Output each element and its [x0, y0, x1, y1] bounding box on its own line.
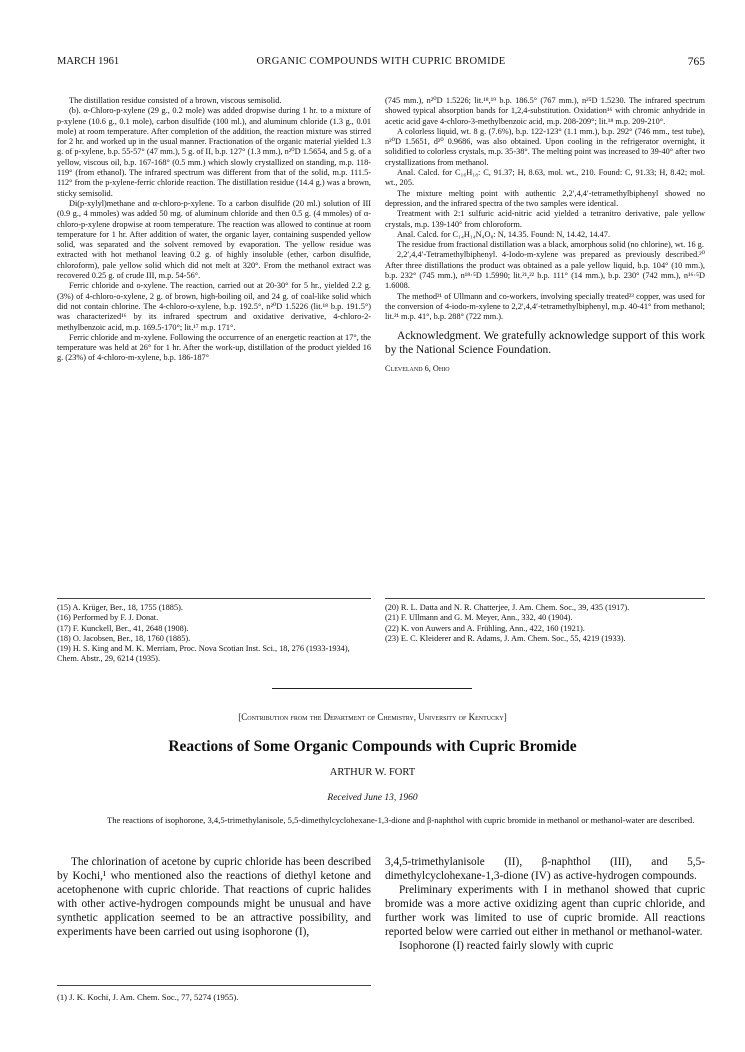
header-date: MARCH 1961 [57, 56, 120, 67]
paragraph: A colorless liquid, wt. 8 g. (7.6%), b.p. 122-123° (1.1 mm.), b.p. 292° (746 mm., test tube), n²⁰D 1.5651, d²⁰ 0.9686, was also obtained. Upon cooling in the refrigerator overnight, it solidified to colorless crystals, m.p. 35-38°. The melting point was increased to 39-40° after two crystallizations from methanol. [385, 126, 705, 167]
paragraph: (745 mm.), n²⁰D 1.5226; lit.¹⁸,¹⁹ b.p. 186.5° (767 mm.), n²⁵D 1.5230. The infrared spectrum showed typical absorption bands for 1,2,4-substitution. Oxidation¹⁶ with chromic anhydride in acetic acid gave 4-chloro-3-methylbenzoic acid, m.p. 208-209°; lit.¹⁸ m.p. 209-210°. [385, 96, 705, 126]
reference: (17) F. Kunckell, Ber., 41, 2648 (1908). [57, 623, 189, 633]
reference: (23) E. C. Kleiderer and R. Adams, J. Am. Chem. Soc., 55, 4219 (1933). [385, 633, 626, 643]
reference: (18) O. Jacobsen, Ber., 18, 1760 (1885). [57, 633, 191, 643]
paragraph: 3,4,5-trimethylanisole (II), β-naphthol (III), and 5,5-dimethylcyclohexane-1,3-dione (IV) as active-hydrogen compounds. [385, 856, 705, 882]
abstract: The reactions of isophorone, 3,4,5-trimethylanisole, 5,5-dimethylcyclohexane-1,3-dione and β-naphthol with cupric bromide in methanol or methanol-water are described. [107, 815, 695, 825]
body-right-column [385, 855, 705, 953]
header-title: ORGANIC COMPOUNDS WITH CUPRIC BROMIDE [256, 56, 506, 67]
references-right [385, 598, 705, 644]
reference: (16) Performed by F. J. Donat. [57, 613, 159, 623]
reference: (22) K. von Auwers and A. Frühling, Ann., 422, 160 (1921). [385, 623, 585, 633]
paragraph: Di(p-xylyl)methane and α-chloro-p-xylene. To a carbon disulfide (20 ml.) solution of III (0.9 g., 4 mmoles) was added 50 mg. of aluminum chloride and then 0.5 g. (4 mmoles) of α-chloro-p-xylene dropwise at room temperature. The reaction was allowed to continue at room temperature for 1 hr. After addition of water, the organic layer, containing suspended yellow solid, was separated and the solvent removed by evaporation. The yellow residue was extracted with hot methanol leaving 0.2 g. of highly insoluble (ether, carbon disulfide, chloroform), pale yellow solid which did not melt at 320°. From the methanol extract was recovered 0.25 g. of crude III, m.p. 54-56°. [57, 198, 371, 281]
references-left [57, 598, 371, 665]
body-left-column [57, 855, 371, 939]
running-header [57, 56, 705, 70]
paragraph: The mixture melting point with authentic 2,2′,4,4′-tetramethylbiphenyl showed no depression, and the infrared spectra of the two samples were identical. [385, 188, 705, 208]
footnote [57, 985, 371, 1002]
experimental-left-column [57, 96, 371, 364]
received-date: Received June 13, 1960 [327, 793, 418, 803]
paragraph: Ferric chloride and m-xylene. Following the occurrence of an energetic reaction at 17°, the temperature was held at 26° for 1 hr. After the work-up, distillation of the product yielded 16 g. (23%) of 4-chloro-m-xylene, b.p. 186-187° [57, 332, 371, 363]
contribution-line: [Contribution from the Department of Chemistry, University of Kentucky] [238, 712, 507, 722]
paragraph: Preliminary experiments with I in methanol showed that cupric bromide was a more active oxidizing agent than cupric chloride, and further work was limited to use of cupric bromide. All reactions reported below were carried out either in methanol or methanol-water. [385, 884, 705, 938]
paragraph: The distillation residue consisted of a brown, viscous semisolid. [69, 96, 282, 105]
page-number: 765 [687, 56, 705, 68]
paragraph: Ferric chloride and o-xylene. The reaction, carried out at 20-30° for 5 hr., yielded 2.2 g. (3%) of 4-chloro-o-xylene, 2 g. of brown, high-boiling oil, and 24 g. of coal-like solid which did not contain chlorine. The 4-chloro-o-xylene, b.p. 192.5°, n²⁰D 1.5226 (lit.¹⁸ b.p. 191.5°) was characterized¹⁶ by its infrared spectrum and oxidative derivative, 4-chloro-2-methylbenzoic acid, m.p. 169.5-170°; lit.¹⁷ m.p. 171°. [57, 281, 371, 332]
paragraph: Treatment with 2:1 sulfuric acid-nitric acid yielded a tetranitro derivative, pale yellow crystals, m.p. 139-140° from chloroform. [385, 209, 705, 229]
reference: (21) F. Ullmann and G. M. Meyer, Ann., 332, 40 (1904). [385, 613, 573, 623]
paragraph: The residue from fractional distillation was a black, amorphous solid (no chlorine), wt. 16 g. [397, 240, 704, 250]
reference: (20) R. L. Datta and N. R. Chatterjee, J. Am. Chem. Soc., 39, 435 (1917). [385, 603, 630, 612]
paragraph: The method²¹ of Ullmann and co-workers, involving specially treated²³ copper, was used for the conversion of 4-iodo-m-xylene to 2,2′,4,4′-tetramethylbiphenyl, m.p. 40-41° from methanol; lit.²¹ m.p. 41°, b.p. 288° (722 mm.). [385, 291, 705, 322]
affiliation-city: Cleveland 6, Ohio [385, 363, 450, 373]
article-title: Reactions of Some Organic Compounds with Cupric Bromide [168, 738, 577, 755]
section-divider [272, 688, 472, 689]
experimental-right-column [385, 96, 705, 374]
acknowledgment: Acknowledgment. We gratefully acknowledge support of this work by the National Science Foundation. [385, 329, 705, 356]
paragraph: Anal. Calcd. for C₁₄H₁₄N₄O₈: N, 14.35. Found: N, 14.42, 14.47. [397, 229, 611, 239]
footnote-text: (1) J. K. Kochi, J. Am. Chem. Soc., 77, 5274 (1955). [57, 992, 239, 1002]
paragraph: 2,2′,4,4′-Tetramethylbiphenyl. 4-Iodo-m-xylene was prepared as previously described.²⁰ After three distillations the product was obtained as a pale yellow liquid, b.p. 104° (10 mm.), b.p. 232° (745 mm.), n¹⁸·⁵D 1.5990; lit.²¹,²² b.p. 111° (14 mm.), b.p. 230° (742 mm.), n¹⁶·⁵D 1.6008. [385, 250, 705, 291]
paragraph: Anal. Calcd. for C₁₆H₁₈: C, 91.37; H, 8.63, mol. wt., 210. Found: C, 91.33; H, 8.42; mol. wt., 205. [385, 168, 705, 188]
author: ARTHUR W. FORT [329, 767, 416, 778]
paragraph: Isophorone (I) reacted fairly slowly with cupric [399, 940, 614, 952]
paragraph: The chlorination of acetone by cupric chloride has been described by Kochi,¹ who mentioned also the reactions of diethyl ketone and acetophenone with cupric chloride. That reactions of cupric halides with other active-hydrogen compounds might be unusual and have synthetic application seemed to be an attractive possibility, and experiments have been carried out using isophorone (I), [57, 856, 371, 938]
reference: (19) H. S. King and M. K. Merriam, Proc. Nova Scotian Inst. Sci., 18, 276 (1933-1934), Chem. Abstr., 29, 6214 (1935). [57, 644, 350, 664]
paragraph: (b). α-Chloro-p-xylene (29 g., 0.2 mole) was added dropwise during 1 hr. to a mixture of p-xylene (10.6 g., 0.1 mole), carbon disulfide (100 ml.), and aluminum chloride (1.3 g., 0.01 mole) at room temperature. After completion of the addition, the reaction mixture was stirred for 2 hr. and worked up in the usual manner. Fractionation of the organic material yielded 1.3 g. of p-xylene, b.p. 55-57° (47 mm.), 5 g. of II, b.p. 127° (1.3 mm.), n²⁰D 1.5654, and 5 g. of a yellow, viscous oil, b.p. 167-168° (0.5 mm.) which slowly crystallized on standing, m.p. 118-119° (from ethanol). The infrared spectrum was different from that of the solid, m.p. 111.5-112° from the p-xylene-ferric chloride reaction. The distillation residue (14.4 g.) was a brown, sticky semisolid. [57, 106, 371, 198]
reference: (15) A. Krüger, Ber., 18, 1755 (1885). [57, 603, 183, 612]
